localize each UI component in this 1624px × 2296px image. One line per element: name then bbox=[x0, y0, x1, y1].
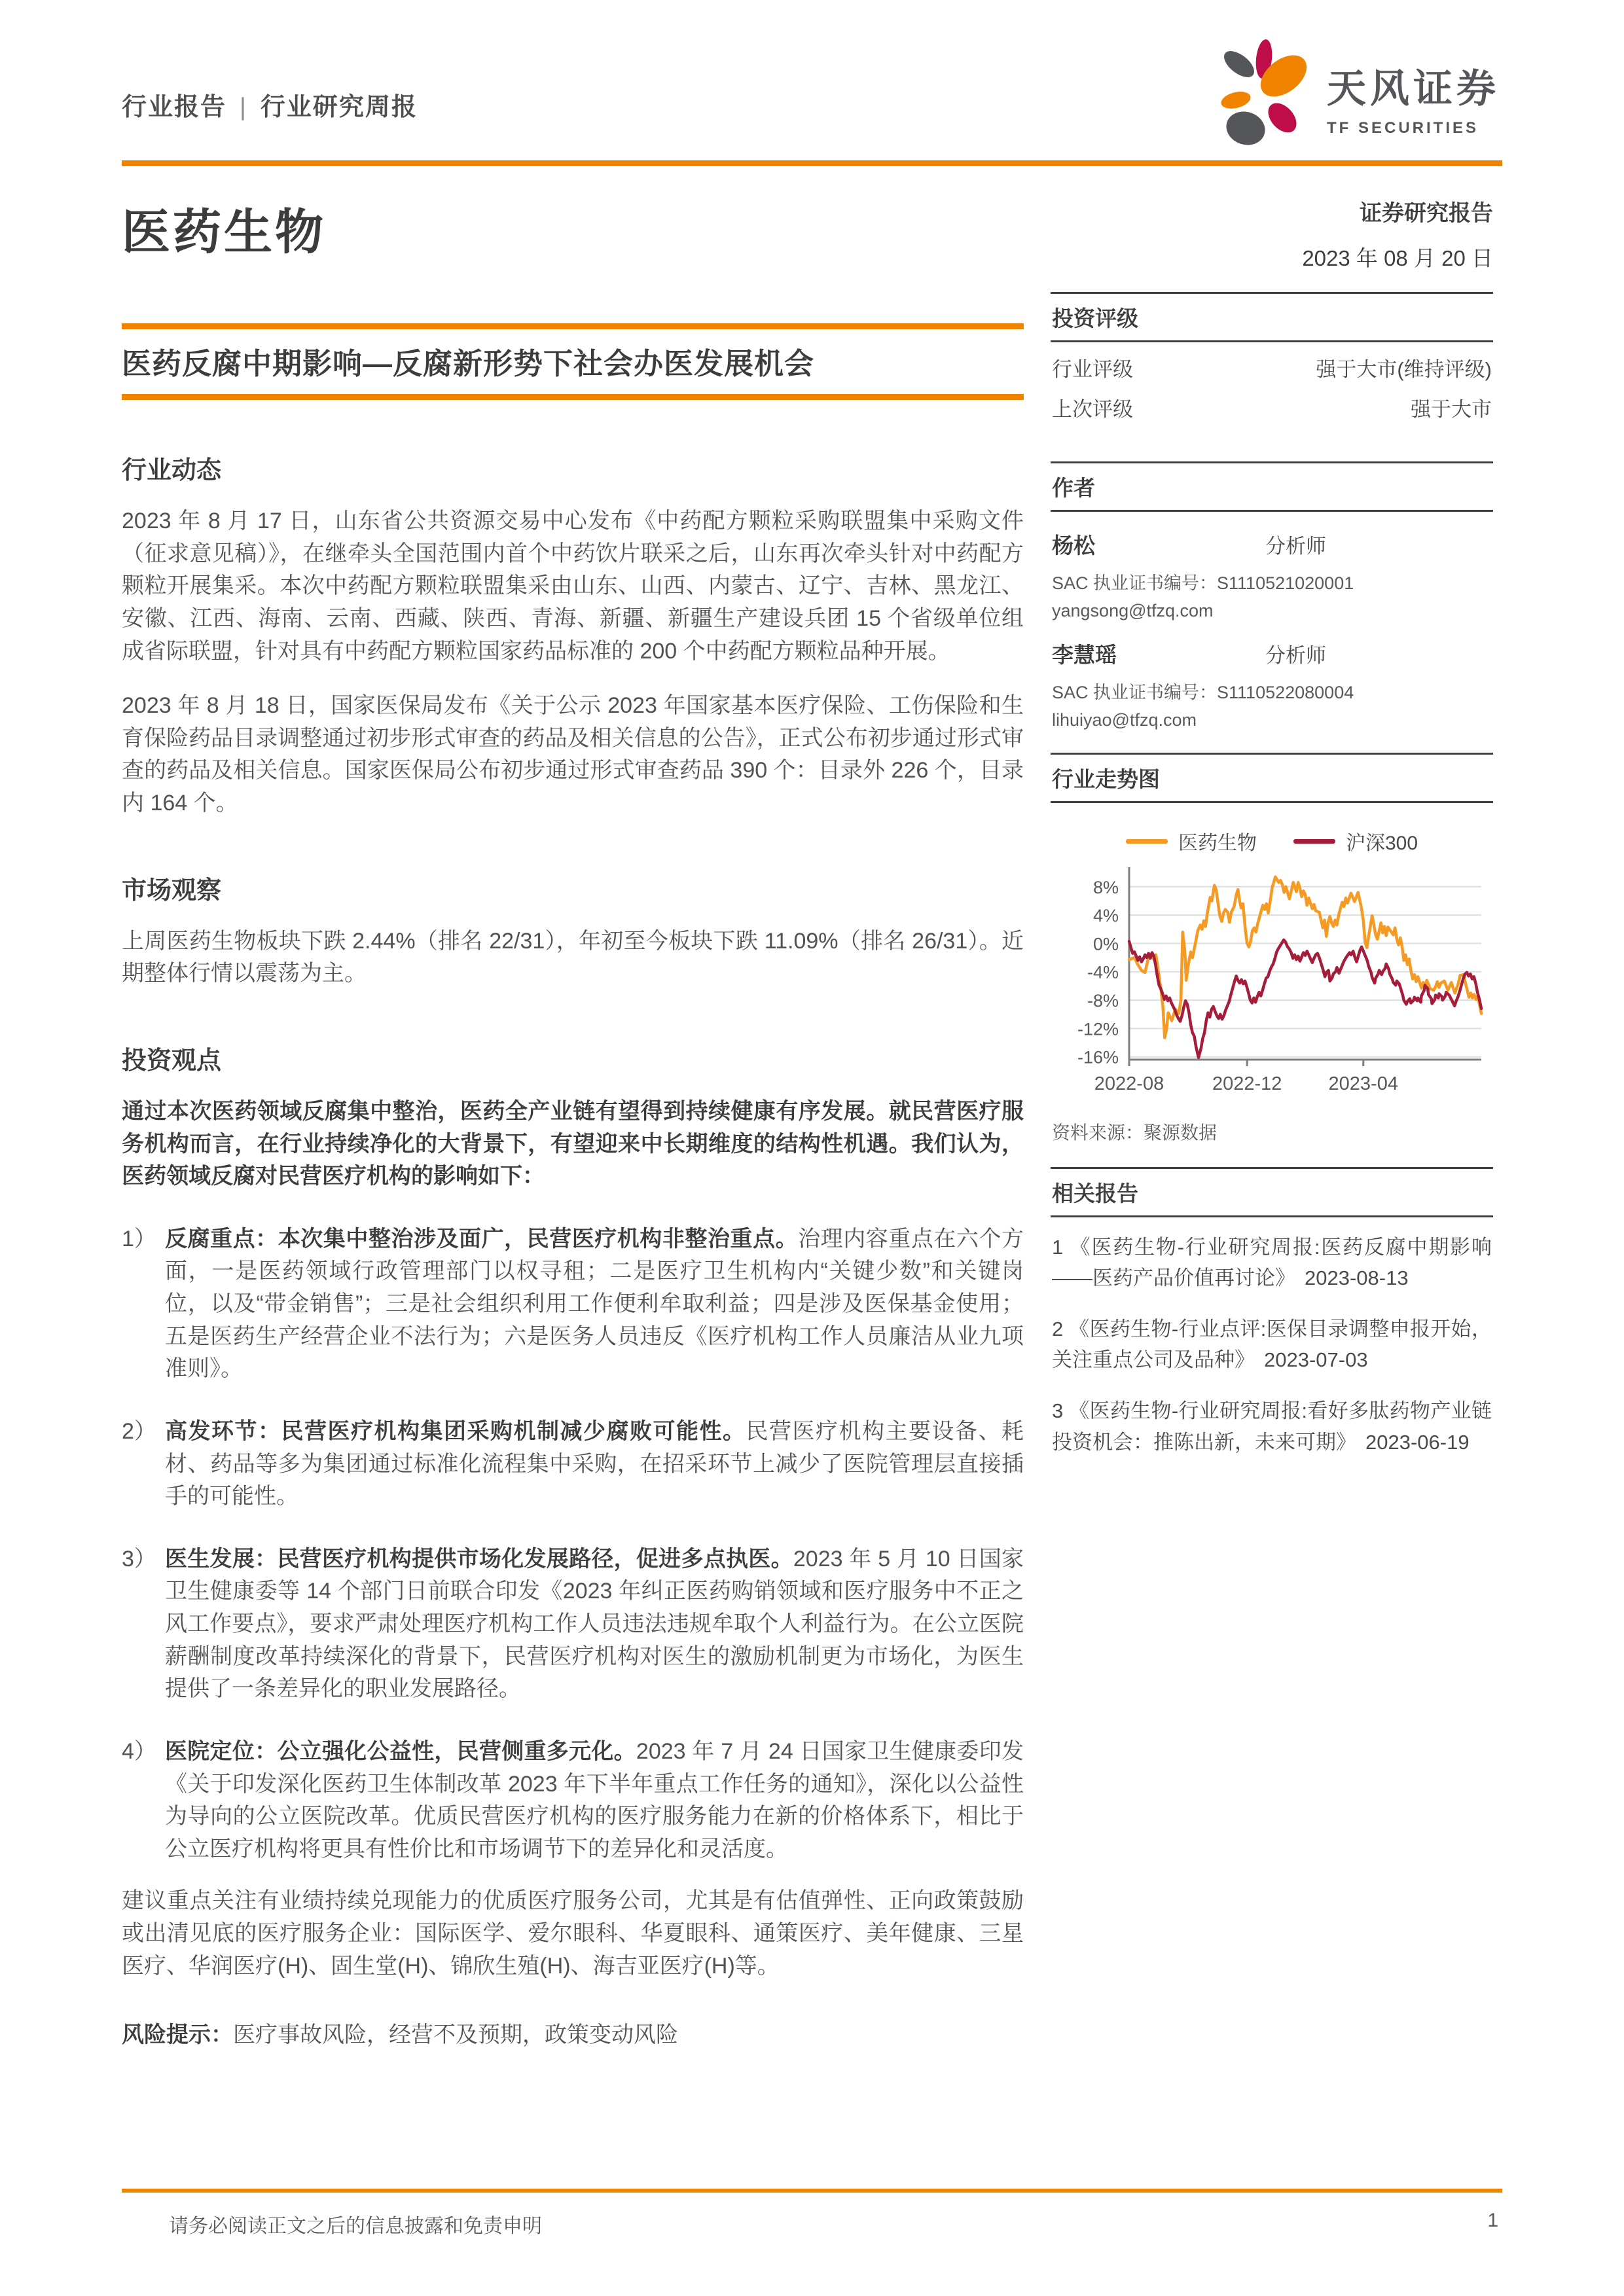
brand-name-en: TF SECURITIES bbox=[1327, 118, 1479, 137]
list-item bbox=[122, 1736, 1024, 1866]
related-section-heading: 相关报告 bbox=[1051, 1167, 1493, 1217]
list-item bbox=[122, 1223, 1024, 1386]
authors-block bbox=[1051, 529, 1493, 753]
related-report-date: 2023-06-19 bbox=[1365, 1430, 1470, 1454]
author-sac-number: SAC 执业证书编号：S1110522080004 bbox=[1052, 683, 1354, 702]
svg-text:4%: 4% bbox=[1092, 906, 1119, 926]
list-item-text: 反腐重点：本次集中整治涉及面广，民营医疗机构非整治重点。治理内容重点在六个方面，一是医药领域行政管理部门以权寻租；二是医疗卫生机构内“关键少数”和关键岗位，以及“带金销售”；三是社会组织利用工作便利牟取利益；四是涉及医保基金使用；五是医药生产经营企业不法行为；六是医务人员违反《医疗机构工作人员廉洁从业九项准则》。 bbox=[165, 1226, 1024, 1382]
list-item-text: 医生发展：民营医疗机构提供市场化发展路径，促进多点执医。2023 年 5 月 10 日国家卫生健康委等 14 个部门日前联合印发《2023 年纠正医药购销领域和医疗服务中不正之风工作要点》，要求严肃处理医疗机构工作人员违法违规牟取个人利益行为。在公立医院薪酬制度改革持续深化的背景下，民营医疗机构对医生的激励机制更为市场化，为医生提供了一条差异化的职业发展路径。 bbox=[165, 1546, 1024, 1702]
conclusion-paragraph: 建议重点关注有业绩持续兑现能力的优质医疗服务公司，尤其是有估值弹性、正向政策鼓励或出清见底的医疗服务企业：国际医学、爱尔眼科、华夏眼科、通策医疗、美年健康、三星医疗、华润医疗(H)、固生堂(H)、锦欣生殖(H)、海吉亚医疗(H)等。 bbox=[122, 1888, 1024, 1979]
svg-text:0%: 0% bbox=[1092, 934, 1119, 954]
related-report: 1 《医药生物-行业研究周报:医药反腐中期影响——医药产品价值再讨论》 2023-08-13 bbox=[1052, 1236, 1492, 1290]
report-kicker bbox=[122, 86, 418, 122]
legend-entry bbox=[1293, 827, 1418, 855]
page-title: 医药生物 bbox=[122, 205, 326, 259]
svg-text:-8%: -8% bbox=[1087, 991, 1119, 1011]
section-heading-industry-news: 行业动态 bbox=[122, 457, 222, 484]
author-sac-number: SAC 执业证书编号：S1110521020001 bbox=[1052, 573, 1354, 593]
author-name: 杨松 bbox=[1052, 533, 1095, 558]
rating-value: 强于大市(维持评级) bbox=[1316, 358, 1492, 381]
trend-chart bbox=[1051, 827, 1493, 1167]
brand-name-cn: 天风证券 bbox=[1327, 66, 1500, 111]
section-heading-market-watch: 市场观察 bbox=[122, 876, 222, 905]
author-role: 分析师 bbox=[1265, 535, 1326, 558]
report-subcategory: 行业研究周报 bbox=[260, 94, 418, 121]
rating-label: 上次评级 bbox=[1052, 398, 1133, 421]
related-reports-list bbox=[1051, 1217, 1493, 1458]
investment-view-list bbox=[122, 1223, 1024, 1866]
author-card bbox=[1051, 529, 1493, 621]
svg-text:-12%: -12% bbox=[1077, 1019, 1119, 1039]
list-item-text: 高发环节：民营医疗机构集团采购机制减少腐败可能性。民营医疗机构主要设备、耗材、药品等多为集团通过标准化流程集中采购，在招采环节上减少了医院管理层直接插手的可能性。 bbox=[165, 1418, 1024, 1509]
page-header bbox=[122, 0, 1502, 156]
author-card bbox=[1051, 638, 1493, 730]
list-item-number: 1） bbox=[122, 1226, 156, 1251]
risk-label: 风险提示： bbox=[122, 2022, 233, 2048]
footer-disclaimer: 请务必阅读正文之后的信息披露和免责申明 bbox=[169, 2215, 542, 2237]
trend-chart-svg bbox=[1052, 862, 1494, 1099]
sidebar bbox=[1051, 166, 1493, 1478]
risk-warning bbox=[122, 2019, 1024, 2052]
chart-source: 资料来源：聚源数据 bbox=[1052, 1122, 1218, 1143]
legend-label: 医药生物 bbox=[1178, 833, 1257, 854]
market-watch-paragraph: 上周医药生物板块下跌 2.44%（排名 22/31），年初至今板块下跌 11.09%（排名 26/31）。近期整体行情以震荡为主。 bbox=[122, 928, 1024, 986]
report-date: 2023 年 08 月 20 日 bbox=[1302, 246, 1493, 270]
svg-text:2022-08: 2022-08 bbox=[1094, 1073, 1164, 1094]
page-number: 1 bbox=[1487, 2210, 1498, 2231]
brand-text bbox=[1327, 58, 1500, 137]
author-email: lihuiyao@tfzq.com bbox=[1052, 710, 1197, 730]
legend-swatch-crimson bbox=[1293, 839, 1335, 844]
subtitle-block bbox=[122, 323, 1024, 400]
list-item bbox=[122, 1416, 1024, 1513]
chart-section-heading: 行业走势图 bbox=[1051, 753, 1493, 803]
footer-accent-rule bbox=[122, 2189, 1502, 2193]
svg-text:2022-12: 2022-12 bbox=[1212, 1073, 1282, 1094]
related-report: 3 《医药生物-行业研究周报:看好多肽药物产业链投资机会：推陈出新，未来可期》 2023-06-19 bbox=[1052, 1399, 1492, 1454]
author-email: yangsong@tfzq.com bbox=[1052, 601, 1214, 620]
svg-text:-4%: -4% bbox=[1087, 962, 1119, 982]
industry-news-paragraph: 2023 年 8 月 17 日，山东省公共资源交易中心发布《中药配方颗粒采购联盟集中采购文件（征求意见稿）》，在继牵头全国范围内首个中药饮片联采之后，山东再次牵头针对中药配方颗粒开展集采。本次中药配方颗粒联盟集采由山东、山西、内蒙古、辽宁、吉林、黑龙江、安徽、江西、海南、云南、西藏、陕西、青海、新疆、新疆生产建设兵团 15 个省级单位组成省际联盟，针对具有中药配方颗粒国家药品标准的 200 个中药配方颗粒品种开展。 bbox=[122, 509, 1024, 664]
svg-text:-16%: -16% bbox=[1077, 1047, 1119, 1067]
main-column bbox=[122, 166, 1024, 2074]
rating-section-heading: 投资评级 bbox=[1051, 292, 1493, 342]
tf-flower-logo-icon bbox=[1214, 38, 1312, 156]
rating-row bbox=[1051, 342, 1493, 382]
rating-label: 行业评级 bbox=[1052, 358, 1133, 381]
list-item-number: 2） bbox=[122, 1418, 156, 1444]
authors-section-heading: 作者 bbox=[1051, 461, 1493, 512]
investment-view-lead: 通过本次医药领域反腐集中整治，医药全产业链有望得到持续健康有序发展。就民营医疗服务机构而言，在行业持续净化的大背景下，有望迎来中长期维度的结构性机遇。我们认为，医药领域反腐对民营医疗机构的影响如下： bbox=[122, 1098, 1024, 1189]
brand-logo bbox=[1214, 38, 1500, 156]
list-item bbox=[122, 1543, 1024, 1706]
related-report-date: 2023-08-13 bbox=[1305, 1266, 1409, 1290]
report-subtitle: 医药反腐中期影响—反腐新形势下社会办医发展机会 bbox=[122, 347, 815, 380]
chart-legend bbox=[1052, 827, 1492, 855]
list-item-number: 3） bbox=[122, 1546, 156, 1571]
section-heading-investment-view: 投资观点 bbox=[122, 1047, 222, 1075]
legend-entry bbox=[1126, 827, 1257, 855]
risk-text: 医疗事故风险，经营不及预期，政策变动风险 bbox=[233, 2022, 678, 2048]
svg-text:2023-04: 2023-04 bbox=[1328, 1073, 1398, 1094]
related-report: 2 《医药生物-行业点评:医保目录调整申报开始，关注重点公司及品种》 2023-07-03 bbox=[1052, 1318, 1492, 1372]
page-footer bbox=[122, 2189, 1502, 2238]
report-type-label: 证券研究报告 bbox=[1360, 201, 1493, 226]
legend-swatch-orange bbox=[1126, 839, 1168, 844]
list-item-number: 4） bbox=[122, 1738, 156, 1764]
report-category: 行业报告 bbox=[122, 94, 227, 121]
header-accent-rule bbox=[122, 160, 1502, 166]
kicker-separator: | bbox=[240, 94, 247, 121]
list-item-text: 医院定位：公立强化公益性，民营侧重多元化。2023 年 7 月 24 日国家卫生健康委印发《关于印发深化医药卫生体制改革 2023 年下半年重点工作任务的通知》，深化以公益性为导向的公立医院改革。优质民营医疗机构的医疗服务能力在新的价格体系下，相比于公立医疗机构将更具有性价比和市场调节下的差异化和灵活度。 bbox=[165, 1738, 1024, 1861]
author-role: 分析师 bbox=[1265, 644, 1326, 667]
rating-value: 强于大市 bbox=[1411, 398, 1492, 421]
svg-text:8%: 8% bbox=[1092, 877, 1119, 897]
legend-label: 沪深300 bbox=[1345, 833, 1418, 854]
rating-row bbox=[1051, 382, 1493, 422]
related-report-date: 2023-07-03 bbox=[1264, 1348, 1368, 1372]
author-name: 李慧瑶 bbox=[1052, 643, 1117, 667]
industry-news-paragraph: 2023 年 8 月 18 日，国家医保局发布《关于公示 2023 年国家基本医疗保险、工伤保险和生育保险药品目录调整通过初步形式审查的药品及相关信息的公告》，正式公布初步通过形式审查的药品及相关信息。国家医保局公布初步通过形式审查药品 390 个：目录外 226 个，目录内 164 个。 bbox=[122, 693, 1024, 816]
